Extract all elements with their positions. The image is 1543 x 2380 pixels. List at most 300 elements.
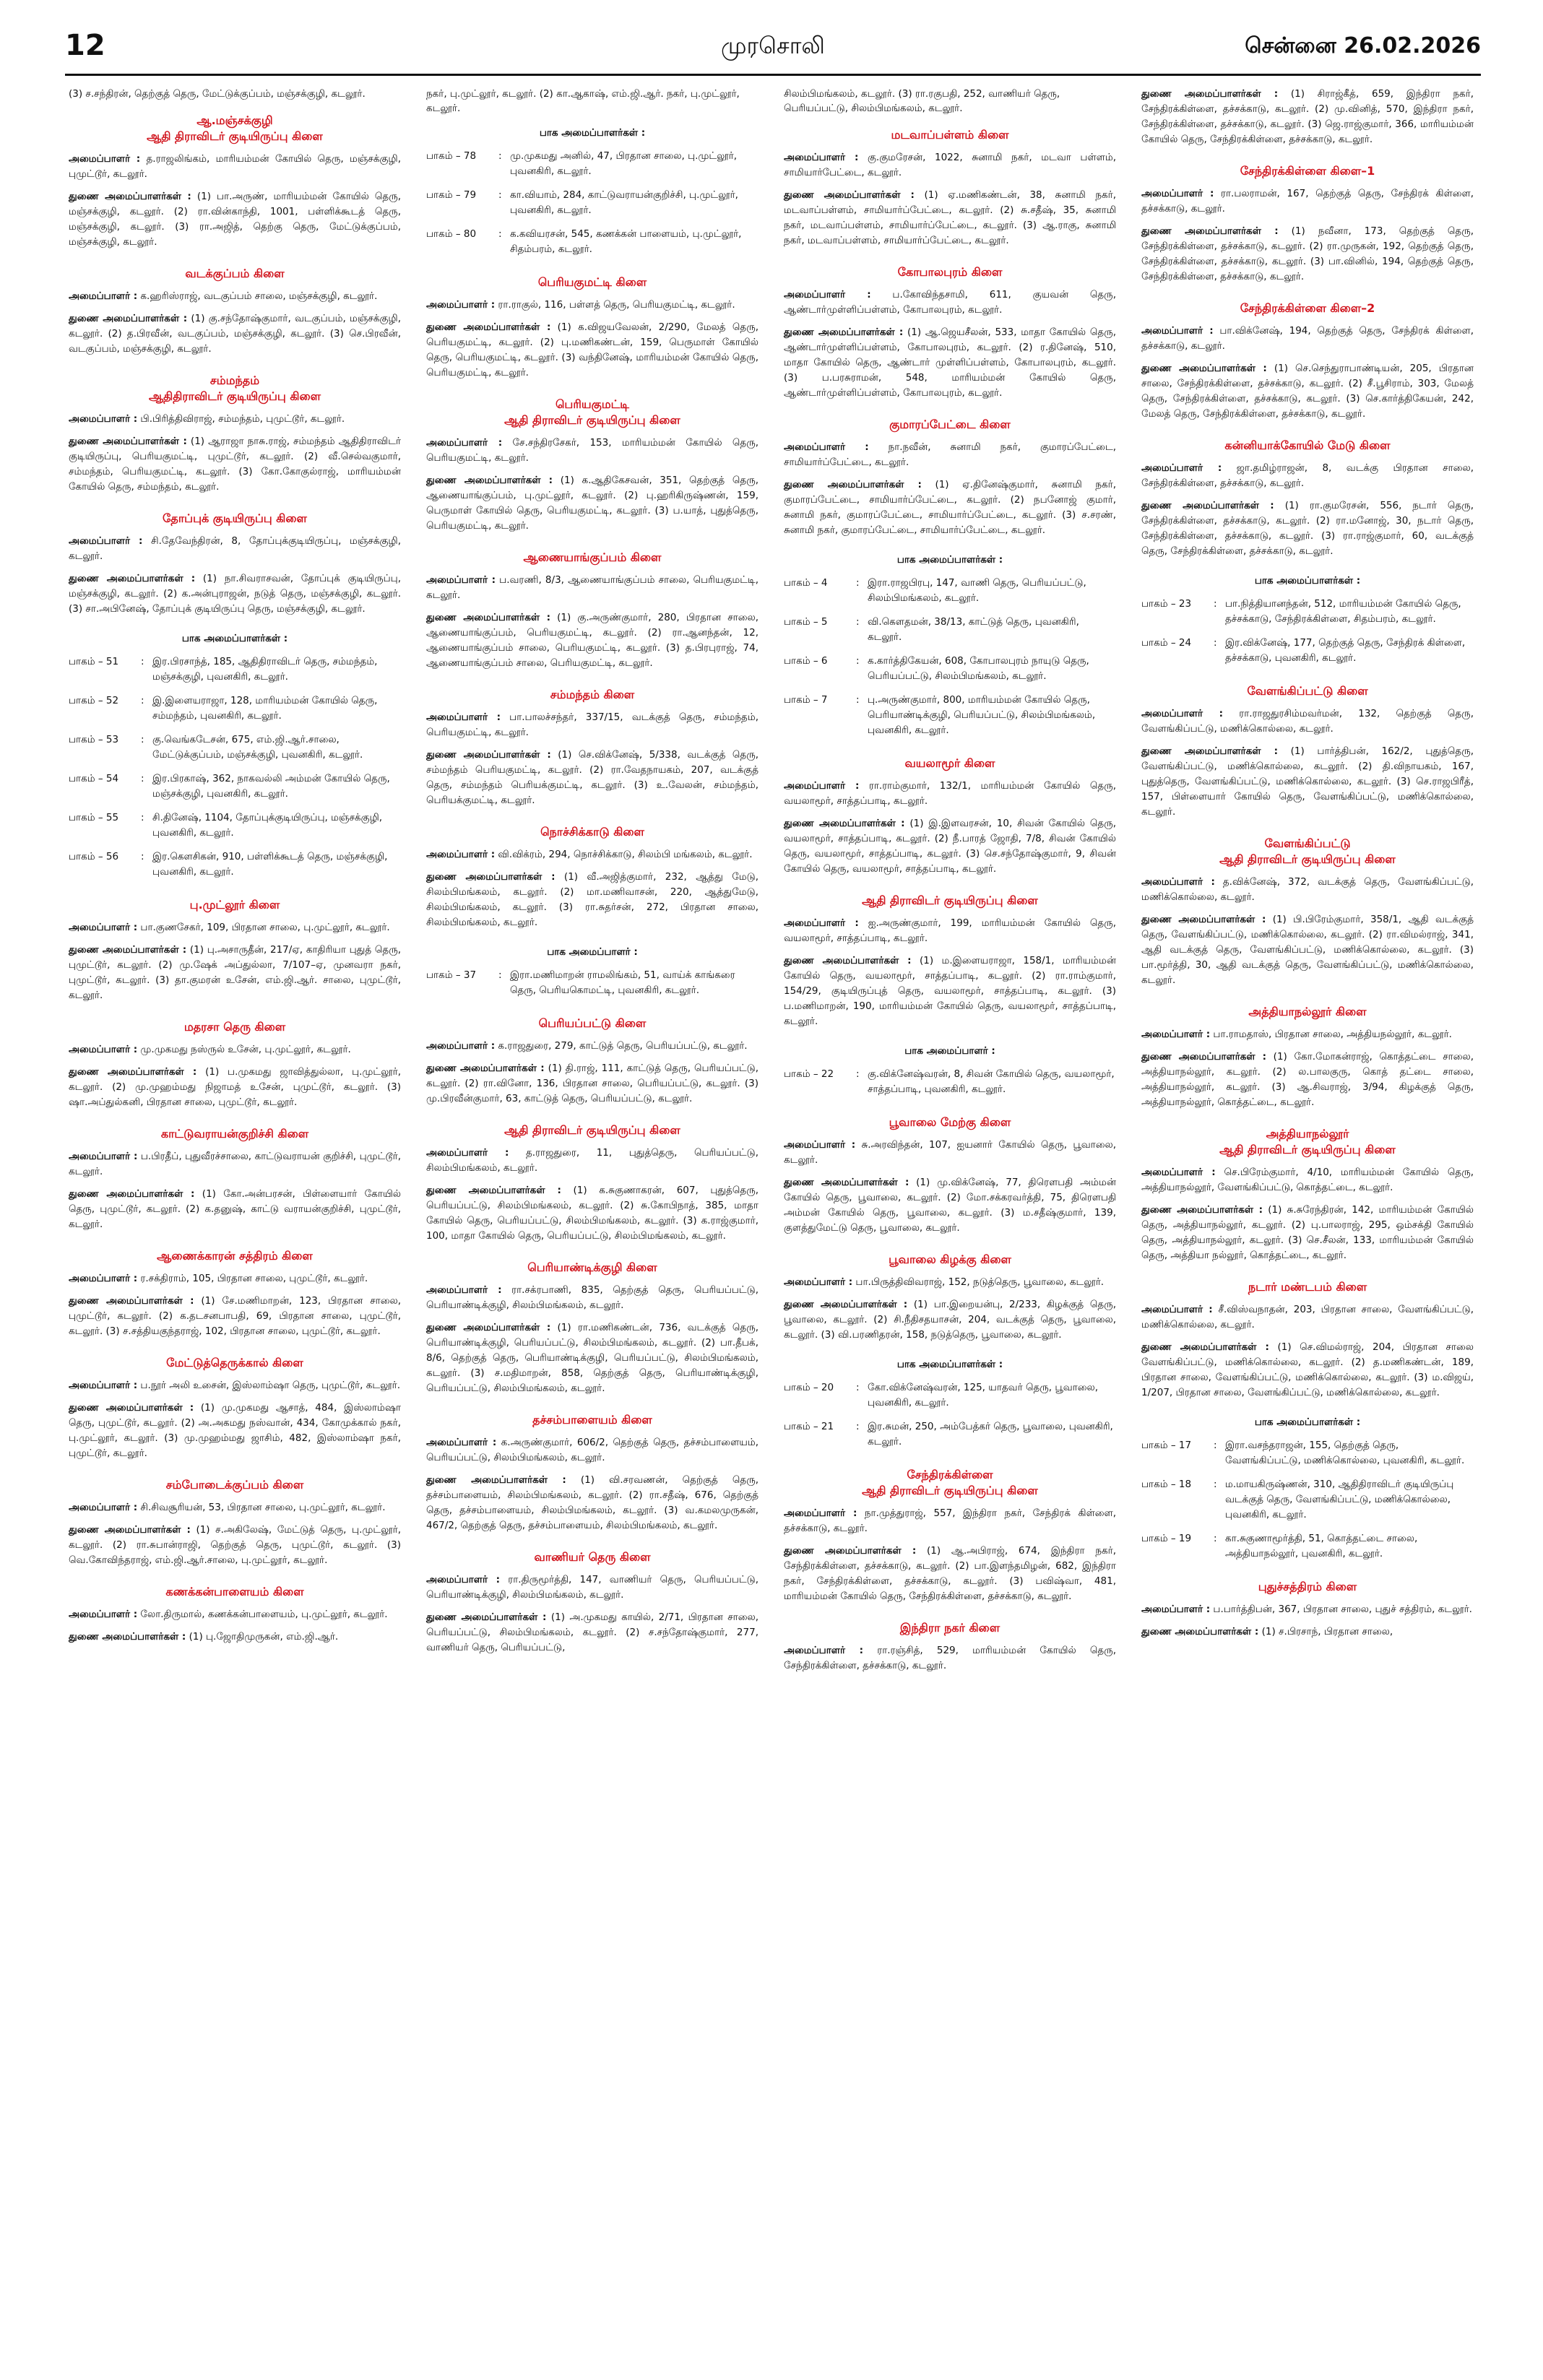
polling-heading: பாக அமைப்பாளர் : [547,946,638,958]
entry-role-label: அமைப்பாளர் : [69,153,141,165]
entry [426,1283,758,1313]
booth-number: பாகம் – 5 [784,616,828,628]
entry-role-label: அமைப்பாளர் : [426,1574,501,1585]
booth-member: கு.வெங்கடேசன், 675, எம்.ஜி.ஆர்.சாலை, மேட்டுக்குப்பம், மஞ்சக்குழி, புவனகிரி, கடலூர். [152,734,363,761]
entry-text: (1) ஆ.அபிராஜ், 674, இந்திரா நகர், சேந்திரக்கிள்ளை, தச்சக்காடு, கடலூர். (2) பா.இளந்தமிழன், 682, இந்திரா நகர், சேந்திரக்கிள்ளை, தச்சக்காடு, கடலூர். (3) பவிஷ்வா, 481, மாரியம்மன் கோயில் தெரு, சேந்திரக்கிள்ளை, தச்சக்காடு, கடலூர். [784,1545,1116,1602]
entry-text: பா.பாலச்சந்தர், 337/15, வடக்குத் தெரு, சம்மந்தம், பெரியகுமட்டி, கடலூர். [426,711,758,738]
entry [784,1275,1116,1290]
polling-row [784,1380,1116,1411]
booth-number: பாகம் – 21 [784,1421,834,1432]
colon-separator: : [856,655,860,667]
entry [426,847,758,862]
masthead [65,29,1481,72]
entry [784,1643,1116,1674]
entry-text: நா.முத்துராஜ், 557, இந்திரா நகர், சேந்திரக் கிள்ளை, தச்சக்காடு, கடலூர். [784,1507,1116,1534]
entry [426,710,758,740]
booth-member: இரா.வசந்தராஜன், 155, தெற்குத் தெரு, வேளங்கிப்பட்டு, மணிக்கொல்லை, புவனகிரி, கடலூர். [1225,1440,1465,1466]
entry [426,1572,758,1603]
entry-role-label: அமைப்பாளர் : [426,1147,509,1159]
entry-text: (1) ரா.மணிகண்டன், 736, வடக்குத் தெரு, பெரியாண்டிக்குழி, பெரியப்பட்டு, சிலம்பிமங்கலம், கடலூர். (2) பா.தீபக், 8/6, தெற்குத் தெரு, பெரியாண்டிக்குழி, பெரியப்பட்டு, சிலம்பிமங்கலம், கடலூர். (3) ச.மதிமாறன், 858, தெற்குத் தெரு, பெரியாண்டிக்குழி, பெரியப்பட்டு, சிலம்பிமங்கலம், கடலூர். [426,1322,758,1394]
entry [1141,224,1474,285]
entry-text: (1) க.விஜயவேலன், 2/290, மேலத் தெரு, பெரியகுமட்டி, கடலூர். (2) பு.மணிகண்டன், 159, பெருமாள் கோயில் தெரு, பெரியகுமட்டி, கடலூர். (3) வந்தினேஷ், மாரியம்மன் கோயில் தெரு, பெரியகுமட்டி, கடலூர். [426,321,758,378]
column-2 [426,87,758,1671]
entry [1141,1050,1474,1110]
entry [69,1607,401,1622]
column-3 [784,87,1116,1689]
section-heading: சேந்திரக்கிள்ளை ஆதி திராவிடர் குடியிருப்பு கிளை [862,1468,1038,1497]
booth-number: பாகம் – 56 [69,851,119,862]
entry-role-label: துணை அமைப்பாளர்கள் : [69,1524,191,1536]
section-heading: சம்மந்தம் கிளை [550,688,635,701]
booth-number: பாகம் – 4 [784,577,828,589]
entry-role-label: அமைப்பாளர் : [69,1273,138,1284]
entry-text: ரா.ராகுல், 116, பள்ளத் தெரு, பெரியகுமட்டி, கடலூர். [495,299,735,311]
booth-member: பா.நித்தியானந்தன், 512, மாரியம்மன் கோயில் தெரு, தச்சக்காடு, சேந்திரக்கிள்ளை, சிதம்பரம், கடலூர். [1225,598,1461,625]
branch-section [426,687,758,808]
colon-separator: : [141,812,144,823]
entry-role-label: அமைப்பாளர் : [69,1151,138,1162]
continued-text: நகர், பு.முட்லூர், கடலூர். (2) கா.ஆகாஷ், எம்.ஜி.ஆர். நகர், பு.முட்லூர், கடலூர். [426,88,740,114]
entry-text: (1) கு.சந்தோஷ்குமார், வடகுப்பம், மஞ்சக்குழி, கடலூர். (2) த.பிரவீன், வடகுப்பம், மஞ்சக்குழி, கடலூர். (3) செ.பிரவீன், வடகுப்பம், மஞ்சக்குழி, கடலூர். [69,313,402,355]
entry-role-label: அமைப்பாளர் : [1141,325,1214,337]
section-heading: வாணியர் தெரு கிளை [534,1550,651,1564]
branch-section [426,1016,758,1107]
entry [426,320,758,381]
entry [426,1473,758,1533]
branch-section [1141,300,1474,422]
entry [69,189,401,250]
entry [784,287,1116,318]
entry-role-label: அமைப்பாளர் : [784,1645,864,1656]
section-heading: புதுச்சத்திரம் கிளை [1258,1580,1357,1593]
branch-section [426,550,758,671]
section-heading: ஆணையாங்குப்பம் கிளை [523,550,662,564]
section-heading: ஆதி திராவிடர் குடியிருப்பு கிளை [504,1123,680,1137]
branch-section [426,1412,758,1533]
entry-text: லோ.திருமால், கணக்கன்பாளையம், பு.முட்லூர், கடலூர். [137,1609,388,1620]
entry [1141,875,1474,905]
branch-section [1141,1579,1474,1640]
entry-role-label: துணை அமைப்பாளர்கள் : [69,1631,186,1643]
entry-text: மு.முகமது நஸ்ருல் உசேன், பு.முட்லூர், கடலூர். [137,1044,351,1055]
entry-text: (1) பா.அருண், மாரியம்மன் கோயில் தெரு, மஞ்சக்குழி, கடலூர். (2) ரா.வின்காந்தி, 1001, பள்ளிக்கூடத் தெரு, மஞ்சக்குழி, கடலூர். (3) ரா.அஜித், தெற்கு தெரு, மேட்டுக்குப்பம், மஞ்சக்குழி, கடலூர். [69,191,402,248]
booth-member: இர.கௌசிகன், 910, பள்ளிக்கூடத் தெரு, மஞ்சக்குழி, புவனகிரி, கடலூர். [152,851,388,878]
branch-section [69,373,401,495]
booth-number: பாகம் – 7 [784,694,828,706]
entry [1141,706,1474,737]
section-heading: குமாரப்பேட்டை கிளை [889,417,1011,431]
booth-member: க.கவியரசன், 545, கணக்கன் பாளையம், பு.முட்லூர், சிதம்பரம், கடலூர். [510,228,742,255]
booth-number: பாகம் – 80 [426,228,477,240]
entry [69,1294,401,1339]
branch-section [784,1115,1116,1236]
entry [69,571,401,617]
colon-separator: : [1214,598,1217,610]
booth-number: பாகம் – 20 [784,1382,834,1393]
entry-role-label: துணை அமைப்பாளர்கள் : [69,191,191,202]
entry-text: ரா.சக்ரபாணி, 835, தெற்குத் தெரு, பெரியப்பட்டு, பெரியாண்டிக்குழி, சிலம்பிமங்கலம், கடலூர். [426,1284,758,1311]
branch-section [784,1620,1116,1674]
entry-role-label: துணை அமைப்பாளர்கள் : [426,871,556,883]
entry-text: பா.ராமதாஸ், பிரதான சாலை, அத்தியநல்லூர், கடலூர். [1210,1029,1452,1040]
booth-number: பாகம் – 17 [1141,1440,1192,1451]
entry [1141,1302,1474,1333]
section-heading: தச்சம்பாளையம் கிளை [532,1413,652,1427]
entry [426,870,758,930]
entry-role-label: அமைப்பாளர் : [784,1139,856,1151]
booth-member: இர.பிரசாந்த், 185, ஆதிதிராவிடர் தெரு, சம்மந்தம், மஞ்சக்குழி, புவனகிரி, கடலூர். [152,656,378,683]
entry [784,440,1116,470]
branch-section [784,1467,1116,1604]
entry [784,816,1116,877]
entry-role-label: துணை அமைப்பாளர்கள் : [69,1295,194,1307]
entry-text: சே.சந்திரசேகர், 153, மாரியம்மன் கோயில் தெரு, பெரியகுமட்டி, கடலூர். [426,437,759,464]
entry-text: (1) பு.அசாருதீன், 217/ஏ, காதிரியா புதுத் தெரு, புமுட்டூர், கடலூர். (2) மு.ஷேக் அப்துல்லா, 7/107–ஏ, முனவரா நகர், புமுட்டூர், கடலூர். (3) தா.குமரன் உசேன், எம்.ஜி.ஆர். சாலை, புமுட்டூர், கடலூர். [69,944,401,1001]
entry [426,298,758,313]
entry-text: ரா.ரஞ்சித், 529, மாரியம்மன் கோயில் தெரு, சேந்திரக்கிள்ளை, தச்சக்காடு, கடலூர். [784,1645,1116,1671]
colon-separator: : [1214,1440,1217,1451]
colon-separator: : [856,694,860,706]
entry-role-label: துணை அமைப்பாளர்கள் : [1141,1051,1267,1063]
entry [69,1500,401,1515]
entry [426,1610,758,1656]
entry-text: (1) நா.சிவராசவன், தோப்புக் குடியிருப்பு, மஞ்சக்குழி, கடலூர். (2) க.அன்புராஜன், நடுத் தெரு, மஞ்சக்குழி, கடலூர். (3) சா.அபினேஷ், தோப்புக் குடியிருப்பு தெரு, மஞ்சக்குழி, கடலூர். [69,573,401,615]
entry-text: சீ.விஸ்வநாதன், 203, பிரதான சாலை, வேளங்கிப்பட்டு, மணிக்கொல்லை, கடலூர். [1141,1304,1474,1330]
branch-section [69,1019,401,1110]
entry [426,1146,758,1176]
branch-section [69,511,401,617]
section-heading: தோப்புக் குடியிருப்பு கிளை [163,511,307,525]
entry-role-label: துணை அமைப்பாளர்கள் : [426,1474,566,1486]
polling-row [784,1419,1116,1450]
entry-role-label: துணை அமைப்பாளர்கள் : [784,1545,917,1557]
branch-section [426,824,758,930]
entry-text: (1) ஏ.தினேஷ்குமார், சுனாமி நகர், குமாரப்பேட்டை, சாமியார்ப்பேட்டை, கடலூர். (2) நபனோஜ் குமார், சுனாமி நகர், குமாரப்பேட்டை, சாமியார்ப்பேட்டை, கடலூர். (3) ச.சரண், சுனாமி நகர், குமாரப்பேட்டை, சாமியார்ப்பேட்டை, கடலூர். [784,479,1117,536]
branch-section [69,1477,401,1568]
polling-booth-list [1141,575,1474,666]
section-heading: இந்திரா நகர் கிளை [899,1621,1000,1635]
colon-separator: : [856,616,860,628]
booth-member: இரா.ராஜபிரபு, 147, வாணி தெரு, பெரியப்பட்டு, சிலம்பிமங்கலம், கடலூர். [868,577,1086,604]
colon-separator: : [141,656,144,667]
entry-role-label: அமைப்பாளர் : [69,1609,138,1620]
booth-number: பாகம் – 78 [426,150,477,162]
section-heading: வயலாமூர் கிளை [904,756,995,770]
entry-text: க.ஹரிஸ்ராஜ், வடகுப்பம் சாலை, மஞ்சக்குழி, கடலூர். [137,290,378,302]
entry-role-label: அமைப்பாளர் : [1141,1304,1213,1315]
entry [69,289,401,304]
entry-text: த.ராஜதுரை, 11, புதுத்தெரு, பெரியப்பட்டு, சிலம்பிமங்கலம், கடலூர். [426,1147,758,1174]
branch-section [69,113,401,250]
entry-role-label: துணை அமைப்பாளர்கள் : [784,326,904,338]
entry [426,610,758,671]
entry [69,1065,401,1110]
entry-role-label: அமைப்பாளர் : [69,922,138,933]
entry-text: (1) ஏ.மணிகண்டன், 38, சுனாமி நகர், மடவாப்பள்ளம், சாமியார்ப்பேட்டை, கடலூர். (2) சு.சதீஷ், 35, சுனாமி நகர், மடவாப்பள்ளம், சாமியார்ப்பேட்டை, கடலூர். (3) ஆ.ராகு, சுனாமி நகர், மடவாப்பள்ளம், சாமியார்ப்பேட்டை, கடலூர். [784,189,1116,246]
entry-text: பி.பிரித்திவிராஜ், சம்மந்தம், புமுட்டூர், கடலூர். [137,413,345,425]
booth-number: பாகம் – 52 [69,695,119,706]
polling-row [69,732,401,763]
entry [1141,1340,1474,1401]
entry-role-label: அமைப்பாளர் : [426,1437,497,1448]
entry-role-label: அமைப்பாளர் : [426,437,503,449]
entry-role-label: அமைப்பாளர் : [426,711,501,723]
entry [426,1061,758,1107]
entry [426,1183,758,1244]
entry [1141,1602,1474,1617]
entry-text: ப.பிரதீப், புதுவீரச்சாலை, காட்டுவராயன் குறிச்சி, புமுட்டூர், கடலூர். [69,1151,401,1177]
entry-role-label: துணை அமைப்பாளர்கள் : [1141,914,1266,925]
entry-text: (1) நவீனா, 173, தெற்குத் தெரு, சேந்திரக்கிள்ளை, தச்சக்காடு, கடலூர். (2) ரா.முருகன், 192, தெற்குத் தெரு, சேந்திரக்கிள்ளை, தச்சக்காடு, கடலூர். (3) பா.வினில், 194, தெற்குத் தெரு, சேந்திரக்கிள்ளை, தச்சக்காடு, கடலூர். [1141,225,1474,282]
entry-text: த.விக்னேஷ், 372, வடக்குத் தெரு, வேளங்கிப்பட்டு, மணிக்கொல்லை, கடலூர். [1141,876,1474,903]
entry [784,1138,1116,1168]
entry-role-label: துணை அமைப்பாளர்கள் : [69,1188,195,1200]
entry-text: செ.பிரேம்குமார், 4/10, மாரியம்மன் கோயில் தெரு, அத்தியாநல்லூர், வேளங்கிப்பட்டு, கொத்தட்டை, கடலூர். [1141,1167,1474,1193]
entry-role-label: அமைப்பாளர் : [426,1040,496,1052]
section-heading: நடார் மண்டபம் கிளை [1248,1280,1367,1294]
entry-text: ர.சக்திராம், 105, பிரதான சாலை, புமுட்டூர், கடலூர். [137,1273,368,1284]
entry [1141,1027,1474,1042]
entry-text: பா.விக்னேஷ், 194, தெற்குத் தெரு, சேந்திரக் கிள்ளை, தச்சக்காடு, கடலூர். [1141,325,1474,352]
entry-text: (1) பா.இறையன்பு, 2/233, கிழக்குத் தெரு, பூவாலை, கடலூர். (2) சி.நீதிசதயாசன், 204, வடக்குத் தெரு, பூவாலை, கடலூர். (3) வி.பரணிதரன், 158, நடுத்தெரு, பூவாலை, கடலூர். [784,1299,1116,1341]
entry-text: பா.குணசேகர், 109, பிரதான சாலை, பு.முட்லூர், கடலூர். [137,922,390,933]
branch-section [1141,438,1474,559]
entry [1141,186,1474,217]
entry-role-label: துணை அமைப்பாளர்கள் : [426,1063,545,1074]
entry [69,920,401,935]
section-heading: ஆணைக்காரன் சத்திரம் கிளை [157,1249,313,1263]
entry-role-label: அமைப்பாளர் : [1141,1604,1211,1615]
entry [69,1630,401,1645]
section-heading: கணக்கன்பாளையம் கிளை [165,1585,304,1598]
entry [426,1039,758,1054]
section-heading: அத்தியாநல்லூர் கிளை [1248,1005,1367,1018]
entry-role-label: துணை அமைப்பாளர்கள் : [69,436,187,447]
booth-member: இர.விக்னேஷ், 177, தெற்குத் தெரு, சேந்திரக் கிள்ளை, தச்சக்காடு, புவனகிரி, கடலூர். [1225,637,1466,664]
booth-number: பாகம் – 51 [69,656,119,667]
entry [69,1042,401,1057]
colon-separator: : [1214,637,1217,649]
entry-role-label: துணை அமைப்பாளர்கள் : [426,321,551,333]
entry-text: (1) செ.விக்னேஷ், 5/338, வடக்குத் தெரு, சம்மந்தம் பெரியகுமட்டி, கடலூர். (2) ரா.வேதநாயகம், 207, வடக்குத் தெரு, சம்மந்தம் பெரியக்குமட்டி, கடலூர். (3) உ.வேலன், சம்மந்தம், பெரியக்குமட்டி, கடலூர். [426,749,759,806]
section-heading: பெரியப்பட்டு கிளை [538,1016,647,1030]
colon-separator: : [498,969,502,981]
branch-section [1141,1279,1474,1401]
section-heading: சேந்திரக்கிள்ளை கிளை–1 [1240,164,1375,178]
entry [69,943,401,1003]
entry-text: வி.விக்ரம், 294, நொச்சிக்காடு, சிலம்பி மங்கலம், கடலூர். [495,849,753,860]
entry [784,1544,1116,1604]
entry-text: (1) வீ.அஜித்குமார், 232, ஆத்து மேடு, சிலம்பிமங்கலம், கடலூர். (2) மா.மணிவாசன், 220, ஆத்துமேடு, சிலம்பிமங்கலம், கடலூர். (3) ரா.சுதர்சன், 272, பிரதான சாலை, சிலம்பிமங்கலம், கடலூர். [426,871,758,928]
polling-row [69,654,401,685]
entry-text: ப.நூர் அலி உசைன், இஸ்லாம்ஷா தெரு, புமுட்டூர், கடலூர். [137,1380,401,1391]
polling-heading: பாக அமைப்பாளர்கள் : [1254,1416,1361,1428]
entry-text: (1) கு.அருண்குமார், 280, பிரதான சாலை, ஆணையாங்குப்பம், பெரியகுமட்டி, கடலூர். (2) ரா.ஆனந்தன், 12, ஆணையாங்குப்பம் சாலை, பெரியகுமட்டி, கடலூர். (3) த.பிரபுராஜ், 74, ஆணையாங்குப்பம் சாலை, பெரியகுமட்டி, கடலூர். [426,612,758,669]
entry-text: ஐ.அருண்குமார், 199, மாரியம்மன் கோயில் தெரு, வயலாமூர், சாத்தப்பாடி, கடலூர். [784,917,1117,944]
entry-text: ப.வரணி, 8/3, ஆணையாங்குப்பம் சாலை, பெரியகுமட்டி, கடலூர். [426,574,758,601]
colon-separator: : [1214,1533,1217,1544]
entry-text: சி.சிவசூரியன், 53, பிரதான சாலை, பு.முட்லூர், கடலூர். [137,1502,386,1513]
entry-role-label: துணை அமைப்பாளர்கள் : [1141,225,1279,237]
entry [69,1378,401,1393]
entry-text: (1) மு.முகமது ஆசாத், 484, இஸ்லாம்ஷா தெரு, புமுட்டூர், கடலூர். (2) அ.அகமது நஸ்வான், 434, கோமுக்கால் நகர், பு.முட்லூர், கடலூர். (3) மு.முஹம்மது ஜாசிம், 482, இஸ்லாம்ஷா நகர், புமுட்டூர், கடலூர். [69,1402,402,1459]
polling-row [426,968,758,998]
entry [1141,1165,1474,1195]
entry-role-label: அமைப்பாளர் : [1141,188,1214,199]
entry-role-label: துணை அமைப்பாளர்கள் : [1141,1626,1259,1637]
entry-role-label: அமைப்பாளர் : [784,1276,853,1288]
entry-role-label: துணை அமைப்பாளர்கள் : [69,313,188,324]
entry-role-label: துணை அமைப்பாளர்கள் : [426,1185,561,1196]
colon-separator: : [141,695,144,706]
polling-row [426,227,758,257]
polling-row [1141,597,1474,627]
booth-number: பாகம் – 19 [1141,1533,1192,1544]
section-heading: அத்தியாநல்லூர் ஆதி திராவிடர் குடியிருப்பு கிளை [1219,1127,1396,1156]
entry [784,1297,1116,1343]
entry [426,473,758,534]
colon-separator: : [141,734,144,745]
colon-separator: : [141,851,144,862]
entry [1141,461,1474,491]
entry-role-label: துணை அமைப்பாளர்கள் : [784,479,922,490]
branch-section [784,127,1116,248]
entry [784,779,1116,809]
entry-text: ஜா.தமிழ்ராஜன், 8, வடக்கு பிரதான சாலை, சேந்திரக்கிள்ளை, தச்சக்காடு, கடலூர். [1141,462,1474,489]
entry-role-label: அமைப்பாளர் : [69,535,143,547]
entry-text: (1) சு.சுரேந்திரன், 142, மாரியம்மன் கோயில் தெரு, அத்தியாநல்லூர், கடலூர். (2) பு.பாலராஜ், 295, ஒம்சக்தி கோயில் தெரு, அத்தியாநல்லூர், கடலூர். (3) செ.சீலன், 133, மாரியம்மன் கோயில் தெரு, அத்தியா நல்லூர், கொத்தட்டை, கடலூர். [1141,1204,1474,1261]
entry-text: பா.பிருத்திவிவராஜ், 152, நடுத்தெரு, பூவாலை, கடலூர். [852,1276,1105,1288]
entry-text: (1) கோ.மோகன்ராஜ், கொத்தட்டை சாலை, அத்தியாநல்லூர், கடலூர். (2) ல.பாலகுரு, கொத் தட்டை சாலை, அத்தியாநல்லூர், கடலூர். (3) ஆ.சிவராஜ், 3/94, கிழக்குத் தெரு, அத்தியாநல்லூர், கொத்தட்டை, கடலூர். [1141,1051,1474,1108]
polling-booth-list [784,554,1116,738]
entry-role-label: அமைப்பாளர் : [784,917,859,929]
polling-booth-list [784,1359,1116,1450]
section-heading: கோபாலபுரம் கிளை [897,265,1003,279]
dateline: சென்னை 26.02.2026 [1245,33,1481,59]
branch-section [784,417,1116,538]
entry [69,1523,401,1568]
booth-number: பாகம் – 22 [784,1068,834,1080]
section-heading: நொச்சிக்காடு கிளை [540,825,644,839]
entry-role-label: துணை அமைப்பாளர்கள் : [1141,363,1267,374]
entry-text: (1) ரா.குமரேசன், 556, நடார் தெரு, சேந்திரக்கிள்ளை, தச்சக்காடு, கடலூர். (2) ரா.மனோஜ், 30, நடார் தெரு, சேந்திரக்கிள்ளை, தச்சக்காடு, கடலூர். (3) ரா.ராஜ்குமார், 60, வடக்குத் தெரு, சேந்திரக்கிள்ளை, தச்சக்காடு, கடலூர். [1141,500,1474,557]
entry-role-label: துணை அமைப்பாளர்கள் : [426,749,551,761]
entry-role-label: அமைப்பாளர் : [69,413,138,425]
entry [69,1401,401,1461]
booth-number: பாகம் – 37 [426,969,477,981]
branch-section [784,264,1116,401]
colon-separator: : [498,228,502,240]
booth-number: பாகம் – 54 [69,773,119,784]
branch-section [69,897,401,1003]
entry [784,188,1116,248]
entry [69,534,401,564]
section-heading: ஆதி திராவிடர் குடியிருப்பு கிளை [862,893,1038,907]
entry-role-label: துணை அமைப்பாளர்கள் : [784,189,915,201]
entry-text: (1) மு.விக்னேஷ், 77, திரௌபதி அம்மன் கோயில் தெரு, பூவாலை, கடலூர். (2) மோ.சக்கரவர்த்தி, 75, திரௌபதி அம்மன் கோயில் தெரு, பூவாலை, கடலூர். (3) ம.சதீஷ்குமார், 139, குளத்துமேட்டு தெரு, பூவாலை, கடலூர். [784,1177,1116,1234]
entry-role-label: அமைப்பாளர் : [426,299,496,311]
entry-role-label: துணை அமைப்பாளர்கள் : [69,944,187,956]
entry-text: க.அருண்குமார், 606/2, தெற்குத் தெரு, தச்சம்பாளையம், பெரியப்பட்டு, சிலம்பிமங்கலம், கடலூர். [426,1437,758,1463]
polling-row [69,693,401,724]
entry-text: ப.பார்த்திபன், 367, பிரதான சாலை, புதுச் சத்திரம், கடலூர். [1210,1604,1472,1615]
colon-separator: : [856,1421,860,1432]
booth-member: சி.தினேஷ், 1104, தோப்புக்குடியிருப்பு, மஞ்சக்குழி, புவனகிரி, கடலூர். [152,812,383,839]
booth-member: இர.சுமன், 250, அம்பேத்கர் தெரு, பூவாலை, புவனகிரி, கடலூர். [868,1421,1113,1448]
booth-number: பாகம் – 53 [69,734,119,745]
entry [784,150,1116,181]
entry-role-label: அமைப்பாளர் : [784,780,860,792]
entry-text: (1) பி.பிரேம்குமார், 358/1, ஆதி வடக்குத் தெரு, வேளங்கிப்பட்டு, மணிக்கொல்லை, கடலூர். (2) ரா.விமல்ராஜ், 341, ஆதி வடக்குத் தெரு, வேளங்கிப்பட்டு, மணிக்கொல்லை, கடலூர். (3) பா.மூர்த்தி, 30, ஆதி வடக்குத் தெரு, வேளங்கிப்பட்டு, மணிக்கொல்லை, கடலூர். [1141,914,1474,986]
entry-text: (1) ஆராஜா நாசு.ராஜ், சம்மந்தம் ஆதிதிராவிடர் குடியிருப்பு, பெரியகுமட்டி, புமுட்டூர், கடலூர். (2) வீ.செல்வகுமார், சம்மந்தம், பெரியகுமட்டி, கடலூர். (3) கோ.கோகுல்ராஜ், மாரியம்மன் கோயில் தெரு, சம்மந்தம், கடலூர். [69,436,402,493]
page-number: 12 [65,29,105,62]
polling-row [1141,636,1474,666]
entry-role-label: துணை அமைப்பாளர்கள் : [426,612,550,623]
branch-section [69,1248,401,1339]
polling-booth-list [426,946,758,998]
section-heading: ஆ.மஞ்சக்குழி ஆதி திராவிடர் குடியிருப்பு கிளை [147,113,323,143]
entry-role-label: அமைப்பாளர் : [69,290,138,302]
column-1 [69,87,401,1661]
entry-text: (1) செ.விமல்ராஜ், 204, பிரதான சாலை வேளங்கிப்பட்டு, மணிக்கொல்லை, கடலூர். (2) த.மணிகண்டன், 189, பிரதான சாலை, வேளங்கிப்பட்டு, மணிக்கொல்லை, கடலூர். (3) ம.விஜய், 1/207, பிரதான சாலை, வேளங்கிப்பட்டு, மணிக்கொல்லை, கடலூர். [1141,1341,1474,1398]
section-heading: வடக்குப்பம் கிளை [185,267,285,280]
branch-section [426,274,758,381]
polling-heading: பாக அமைப்பாளர்கள் : [896,554,1003,566]
entry-role-label: துணை அமைப்பாளர்கள் : [1141,745,1279,757]
polling-row [1141,1438,1474,1468]
entry [784,1506,1116,1536]
booth-member: கு.விக்னேஷ்வரன், 8, சிவன் கோயில் தெரு, வயலாமூர், சாத்தப்பாடி, புவனகிரி, கடலூர். [868,1068,1115,1095]
entry-text: (1) பார்த்திபன், 162/2, புதுத்தெரு, வேளங்கிப்பட்டு, மணிக்கொல்லை, கடலூர். (2) தி.விநாயகம், 167, புதுத்தெரு, வேளங்கிப்பட்டு, மணிக்கொல்லை, கடலூர். (3) செ.ராஜபிரீத், 157, பிள்ளையார் கோயில் தெரு, வேளங்கிப்பட்டு, மணிக்கொல்லை, கடலூர். [1141,745,1474,818]
polling-row [426,149,758,179]
entry-text: (1) ஆ.ஜெயசீலன், 533, மாதா கோயில் தெரு, ஆண்டார்முள்ளிப்பள்ளம், கோபாலபுரம், கடலூர். (2) ர.தினேஷ், 510, மாதா கோயில் தெரு, ஆண்டார் முள்ளிப்பள்ளம், கோபாலபுரம், கடலூர். (3) ப.பரசுராமன், 548, மாரியம்மன் கோயில் தெரு, ஆண்டார்முள்ளிப்பள்ளம், கோபாலபுரம், கடலூர். [784,326,1116,399]
entry-text: ரா.திருமூர்த்தி, 147, வாணியர் தெரு, பெரியப்பட்டு, பெரியாண்டிக்குழி, சிலம்பிமங்கலம், கடலூர். [426,1574,758,1601]
polling-row [69,810,401,841]
polling-booth-list [784,1045,1116,1097]
entry-text: (1) சிராஜ்கீத், 659, இந்திரா நகர், சேந்திரக்கிள்ளை, தச்சக்காடு, கடலூர். (2) மு.வினித், 570, இந்திரா நகர், சேந்திரக்கிள்ளை, தச்சக்காடு, கடலூர். (3) ஜெ.ராஜ்குமார், 366, மாரியம்மன் கோயில் தெரு, சேந்திரக்கிள்ளை, தச்சக்காடு, கடலூர். [1141,88,1474,145]
polling-row [784,654,1116,684]
booth-number: பாகம் – 6 [784,655,828,667]
section-heading: பெரியகுமட்டி ஆதி திராவிடர் குடியிருப்பு கிளை [504,397,680,427]
entry [1141,324,1474,354]
booth-member: பு.அருண்குமார், 800, மாரியம்மன் கோயில் தெரு, பெரியாண்டிக்குழி, பெரியப்பட்டு, சிலம்பிமங்கலம், புவனகிரி, கடலூர். [868,694,1096,736]
polling-row [784,1067,1116,1097]
entry [784,325,1116,401]
section-heading: பூவாலை கிழக்கு கிளை [889,1252,1011,1266]
entry [426,573,758,603]
entry [69,1187,401,1232]
entry-role-label: அமைப்பாளர் : [784,441,869,453]
entry-text: க.ராஜதுரை, 279, காட்டுத் தெரு, பெரியப்பட்டு, கடலூர். [495,1040,748,1052]
entry [69,412,401,427]
booth-member: க.கார்த்திகேயன், 608, கோபாலபுரம் நாயுடு தெரு, பெரியப்பட்டு, சிலம்பிமங்கலம், கடலூர். [868,655,1089,682]
polling-heading: பாக அமைப்பாளர்கள் : [1254,575,1361,587]
entry [69,311,401,357]
entry-text: (1) ச.பிரசாந், பிரதான சாலை, [1258,1626,1393,1637]
entry [784,477,1116,538]
branch-section [1141,1126,1474,1263]
section-heading: கன்னியாக்கோயில் மேடு கிளை [1224,438,1391,452]
colon-separator: : [1214,1479,1217,1490]
section-heading: மேட்டுத்தெருக்கால் கிளை [166,1356,303,1369]
entry-text: (1) செ.செந்துராபாண்டியன், 205, பிரதான சாலை, சேந்திரக்கிள்ளை, தச்சக்காடு, கடலூர். (2) சீ.பூசிராம், 303, மேலத் தெரு, சேந்திரக்கிள்ளை, தச்சக்காடு, கடலூர். (3) செ.கார்த்திகேயன், 242, மேலத் தெரு, சேந்திரக்கிள்ளை, தச்சக்காடு, கடலூர். [1141,363,1474,420]
entry [1141,498,1474,559]
branch-section [1141,163,1474,285]
branch-section [426,1549,758,1656]
entry-role-label: அமைப்பாளர் : [784,1507,857,1519]
section-heading: மடவாப்பள்ளம் கிளை [891,128,1009,142]
polling-heading: பாக அமைப்பாளர்கள் : [539,127,646,139]
